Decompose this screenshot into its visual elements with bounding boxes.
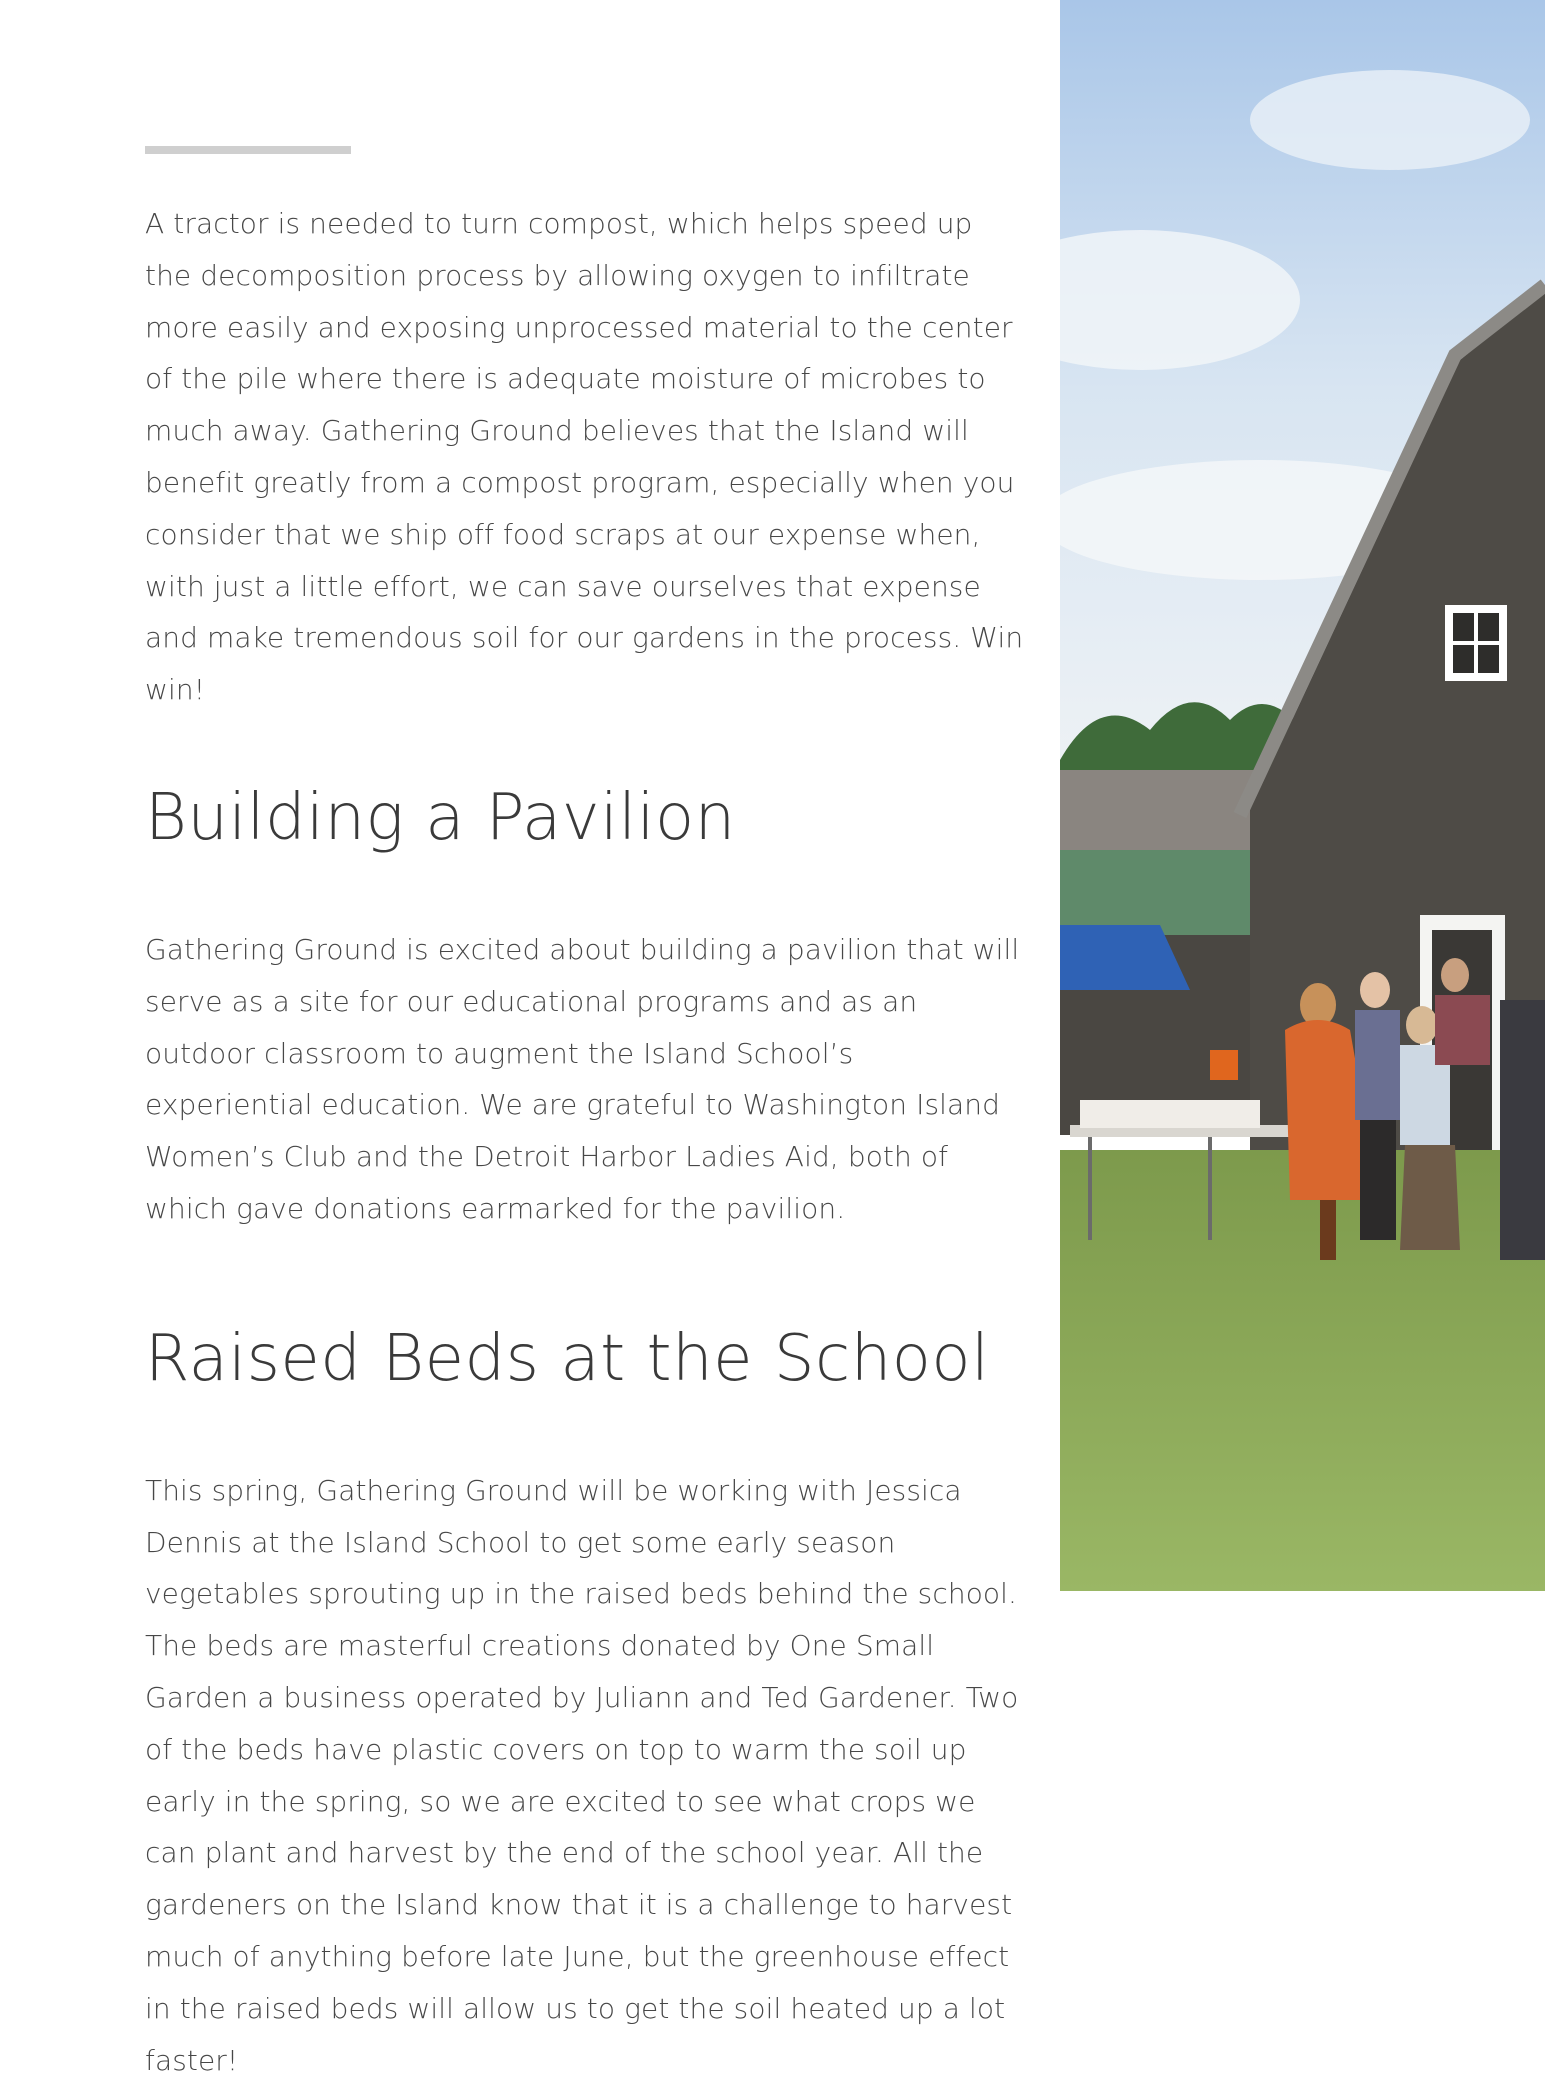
decorative-rule <box>145 146 351 154</box>
pavilion-paragraph: Gathering Ground is excited about building a pavilion that will serve as a site for our educational programs and as an outdoor classroom to augment the Island School’s experiential education. We are grateful to Washington Island Women’s Club and the Detroit Harbor Ladies Aid, both of which gave donations earmarked for the pavilion. <box>145 932 1020 1225</box>
raised-beds-heading: Raised Beds at the School <box>145 1321 990 1396</box>
barn-photo-illustration <box>1060 0 1545 1591</box>
article-column <box>145 198 1025 2086</box>
barn-gathering-photo <box>1060 0 1545 1591</box>
compost-paragraph: A tractor is needed to turn compost, which helps speed up the decomposition process by allowing oxygen to infiltrate more easily and exposing unprocessed material to the center of the pile where there is adequate moisture of microbes to much away. Gathering Ground believes that the Island will benefit greatly from a compost program, especially when you consider that we ship off food scraps at our expense when, with just a little effort, we can save ourselves that expense and make tremendous soil for our gardens in the process. Win win! <box>145 207 1024 707</box>
raised-beds-paragraph: This spring, Gathering Ground will be working with Jessica Dennis at the Island School to get some early season vegetables sprouting up in the raised beds behind the school. The beds are masterful creations donated by One Small Garden a business operated by Juliann and Ted Gardener. Two of the beds have plastic covers on top to warm the soil up early in the spring, so we are excited to see what crops we can plant and harvest by the end of the school year. All the gardeners on the Island know that it is a challenge to harvest much of anything before late June, but the greenhouse effect in the raised beds will allow us to get the soil heated up a lot faster! <box>145 1473 1019 2077</box>
pavilion-heading: Building a Pavilion <box>145 780 736 855</box>
